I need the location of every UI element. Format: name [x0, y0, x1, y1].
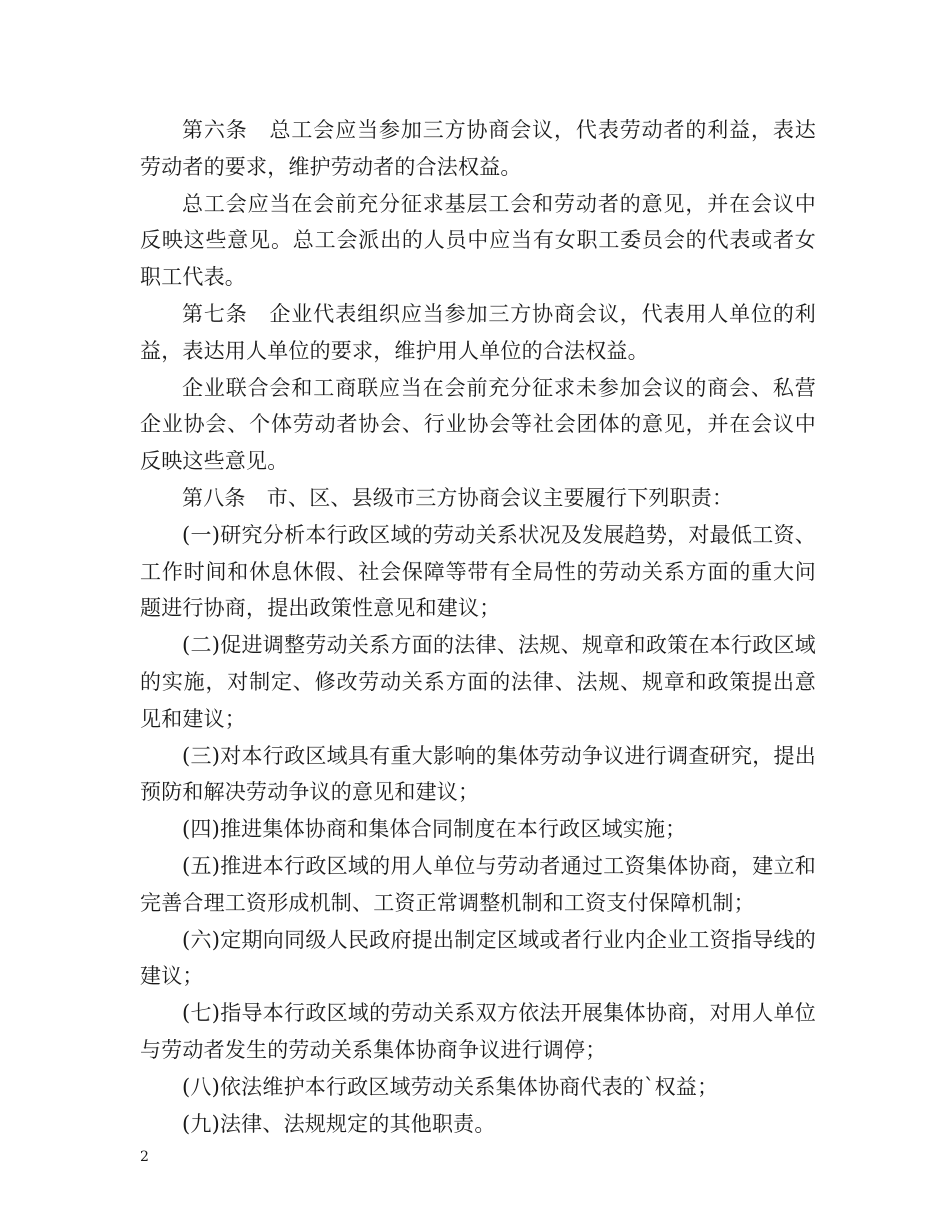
- paragraph-article-6: 第六条 总工会应当参加三方协商会议，代表劳动者的利益，表达劳动者的要求，维护劳动者的合法权益。: [140, 118, 816, 179]
- document-body: [140, 112, 816, 1142]
- list-item-duty-4: (四)推进集体协商和集体合同制度在本行政区域实施；: [182, 817, 687, 842]
- list-item-duty-5: (五)推进本行政区域的用人单位与劳动者通过工资集体协商，建立和完善合理工资形成机制、工资正常调整机制和工资支付保障机制；: [140, 853, 816, 915]
- list-item-duty-7: (七)指导本行政区域的劳动关系双方依法开展集体协商，对用人单位与劳动者发生的劳动关系集体协商争议进行调停；: [140, 1001, 816, 1062]
- paragraph-article-8: 第八条 市、区、县级市三方协商会议主要履行下列职责：: [182, 485, 734, 510]
- paragraph-enterprise-opinions: 企业联合会和工商联应当在会前充分征求未参加会议的商会、私营企业协会、个体劳动者协会、行业协会等社会团体的意见，并在会议中反映这些意见。: [140, 375, 816, 474]
- list-item-duty-8: (八)依法维护本行政区域劳动关系集体协商代表的`权益；: [182, 1074, 719, 1099]
- list-item-duty-3: (三)对本行政区域具有重大影响的集体劳动争议进行调查研究，提出预防和解决劳动争议的意见和建议；: [140, 743, 816, 805]
- paragraph-article-7: 第七条 企业代表组织应当参加三方协商会议，代表用人单位的利益，表达用人单位的要求，维护用人单位的合法权益。: [140, 301, 816, 363]
- list-item-duty-1: (一)研究分析本行政区域的劳动关系状况及发展趋势，对最低工资、工作时间和休息休假、社会保障等带有全局性的劳动关系方面的重大问题进行协商，提出政策性意见和建议；: [140, 522, 816, 621]
- list-item-duty-6: (六)定期向同级人民政府提出制定区域或者行业内企业工资指导线的建议；: [140, 927, 816, 989]
- list-item-duty-2: (二)促进调整劳动关系方面的法律、法规、规章和政策在本行政区域的实施，对制定、修改劳动关系方面的法律、法规、规章和政策提出意见和建议；: [140, 633, 816, 731]
- list-item-duty-9: (九)法律、法规规定的其他职责。: [182, 1111, 496, 1136]
- paragraph-union-opinions: 总工会应当在会前充分征求基层工会和劳动者的意见，并在会议中反映这些意见。总工会派出的人员中应当有女职工委员会的代表或者女职工代表。: [140, 191, 816, 290]
- page-number: 2: [140, 1149, 149, 1165]
